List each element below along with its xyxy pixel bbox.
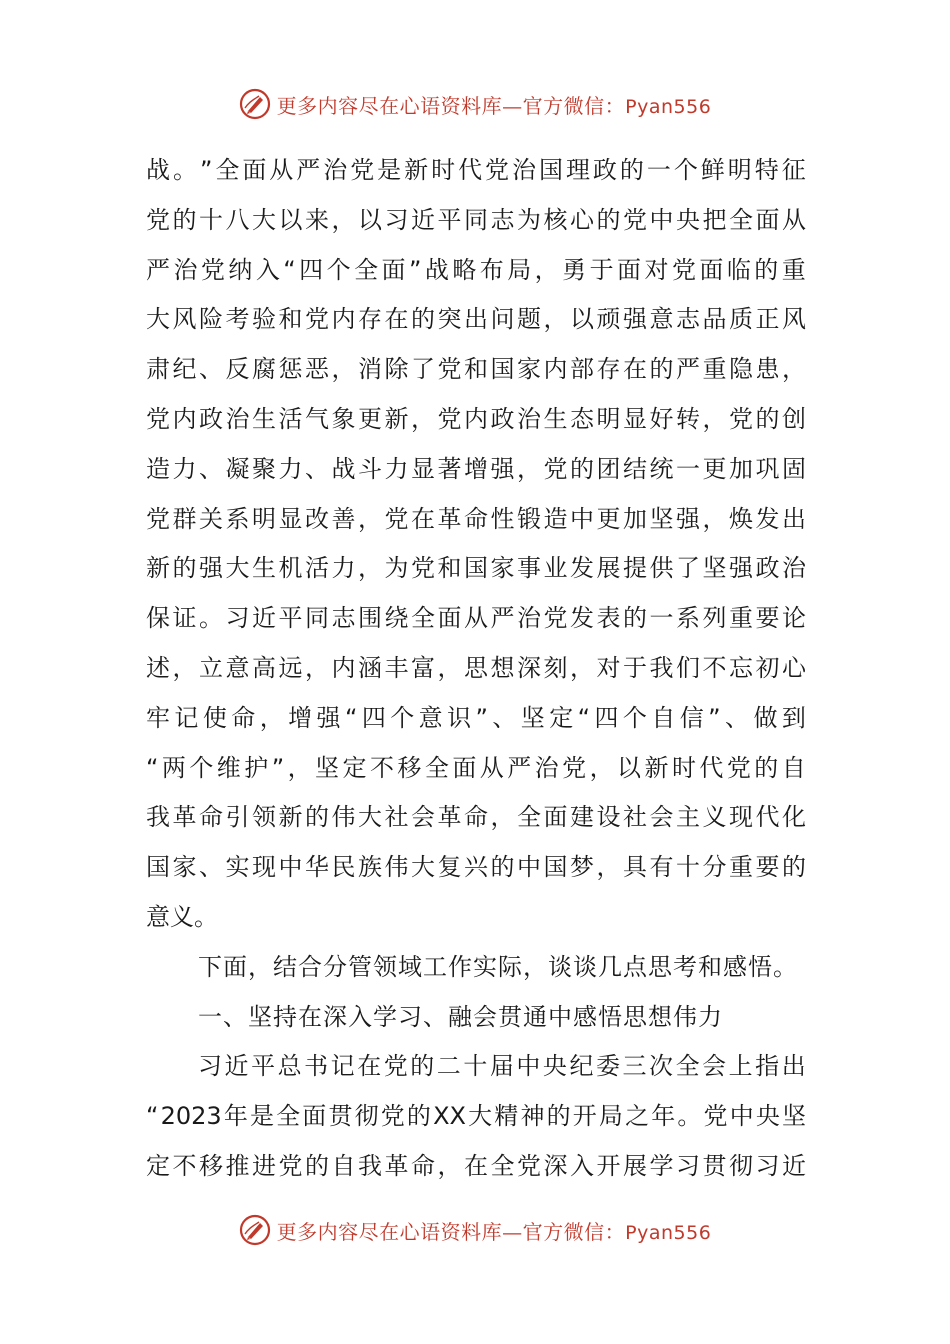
text-line: “ 两 个 维 护 ” ， 坚 定 不 移 全 面 从 严 治 党 ， 以 新 时 代 党 的 自 <box>146 753 806 782</box>
text-line: 战 。 ” 全 面 从 严 治 党 是 新 时 代 党 治 国 理 政 的 一 个 鲜 明 特 征 <box>146 156 806 184</box>
text-line: 党 群 关 系 明 显 改 善 ， 党 在 革 命 性 锻 造 中 更 加 坚 强 ， 焕 发 出 <box>146 504 806 533</box>
text-line: 意义。 <box>146 902 218 931</box>
text-line: 大 风 险 考 验 和 党 内 存 在 的 突 出 问 题 ， 以 顽 强 意 志 品 质 正 风 <box>146 305 806 334</box>
text-line: 新 的 强 大 生 机 活 力 ， 为 党 和 国 家 事 业 发 展 提 供 了 坚 强 政 治 <box>146 554 806 583</box>
pen-logo-icon <box>239 88 271 120</box>
text-line: 下面，结合分管领域工作实际，谈谈几点思考和感悟。 <box>198 952 798 981</box>
text-line: 党 的 十 八 大 以 来 ， 以 习 近 平 同 志 为 核 心 的 党 中 央 把 全 面 从 <box>146 205 806 234</box>
section-heading: 一、坚持在深入学习、融会贯通中感悟思想伟力 <box>198 1002 723 1031</box>
header-watermark <box>0 86 950 122</box>
watermark-text: 更多内容尽在心语资料库—官方微信：Pyan556 <box>276 93 712 118</box>
text-line: 严 治 党 纳 入 “ 四 个 全 面 ” 战 略 布 局 ， 勇 于 面 对 党 面 临 的 重 <box>146 255 806 284</box>
footer-watermark <box>0 1212 950 1248</box>
document-body <box>146 146 806 1192</box>
text-line: 国 家 、 实 现 中 华 民 族 伟 大 复 兴 的 中 国 梦 ， 具 有 十 分 重 要 的 <box>146 853 806 882</box>
text-line: 牢 记 使 命 ， 增 强 “ 四 个 意 识 ” 、 坚 定 “ 四 个 自 信 ” 、 做 到 <box>146 703 806 732</box>
text-line: 习 近 平 总 书 记 在 党 的 二 十 届 中 央 纪 委 三 次 全 会 上 指 出 <box>198 1052 806 1081</box>
text-line: 定 不 移 推 进 党 的 自 我 革 命 ， 在 全 党 深 入 开 展 学 习 贯 彻 习 近 <box>146 1151 806 1180</box>
text-line: 述 ， 立 意 高 远 ， 内 涵 丰 富 ， 思 想 深 刻 ， 对 于 我 们 不 忘 初 心 <box>146 653 806 682</box>
text-line: 造 力 、 凝 聚 力 、 战 斗 力 显 著 增 强 ， 党 的 团 结 统 一 更 加 巩 固 <box>146 454 806 483</box>
pen-logo-icon <box>239 1214 271 1246</box>
text-line: 我 革 命 引 领 新 的 伟 大 社 会 革 命 ， 全 面 建 设 社 会 主 义 现 代 化 <box>146 803 806 832</box>
text-line: 党 内 政 治 生 活 气 象 更 新 ， 党 内 政 治 生 态 明 显 好 转 ， 党 的 创 <box>146 404 806 433</box>
text-line: 保 证 。 习 近 平 同 志 围 绕 全 面 从 严 治 党 发 表 的 一 系 列 重 要 论 <box>146 604 806 633</box>
text-line: “ 2023 年 是 全 面 贯 彻 党 的 XX 大 精 神 的 开 局 之 年 。 党 中 央 坚 <box>146 1102 806 1131</box>
watermark-brand: Pyan556 <box>625 1221 712 1244</box>
text-line: 肃 纪 、 反 腐 惩 恶 ， 消 除 了 党 和 国 家 内 部 存 在 的 严 重 隐 患 ， <box>146 355 806 384</box>
watermark-brand: Pyan556 <box>625 95 712 118</box>
watermark-text: 更多内容尽在心语资料库—官方微信：Pyan556 <box>276 1219 712 1244</box>
